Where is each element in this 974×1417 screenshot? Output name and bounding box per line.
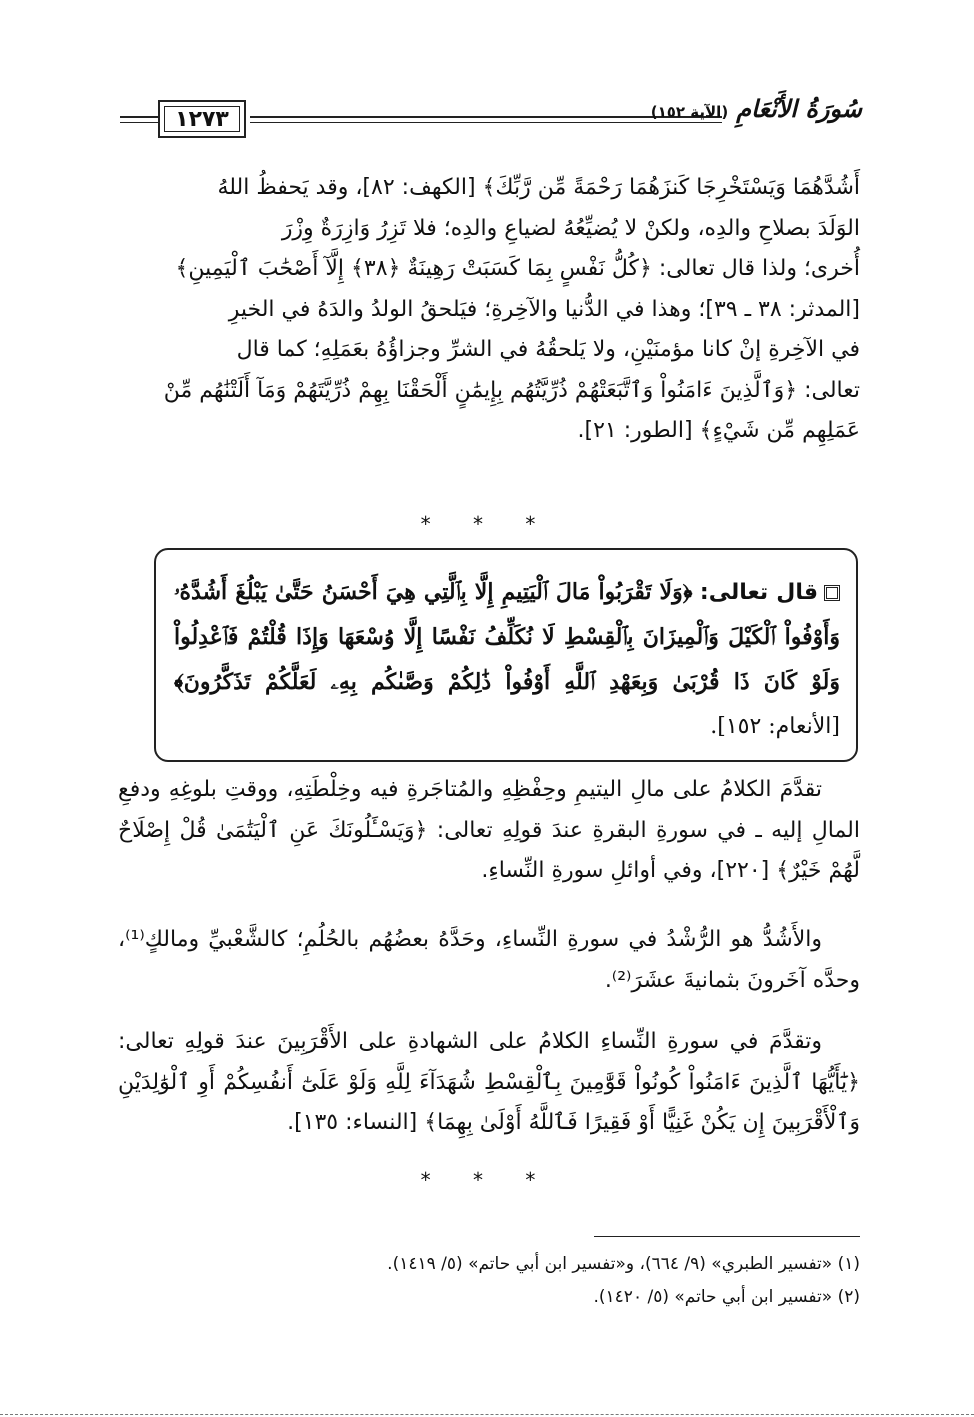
paragraph-3: والأَشُدُّ هو الرُّشْدُ في سورةِ النِّساءِ، وحَدَّهُ بعضُهُم بالحُلُمِ؛ كالشَّعْبيِّ ومالكٍ⁽¹⁾، وحدَّه آخَرونَ بثمانيةَ عشَرَ⁽²⁾. [118, 927, 860, 993]
surah-title: سُورَةُ الأَنْعَامِ [736, 94, 862, 123]
paragraph-2: تقدَّمَ الكلامُ على مالِ اليتيمِ وحِفْظِهِ والمُتاجَرةِ فيه وخِلْطَتِهِ، ووقتِ بلوغِهِ ودفعِ المالِ إليه ـ في سورةِ البقرةِ عندَ قولِهِ تعالى: ﴿وَيَسْـَٔلُونَكَ عَنِ ٱلْيَتَٰمَىٰ قُلْ إِصْلَاحٌ لَّهُمْ خَيْرٌ﴾ [٢٢٠]، وفي أوائلِ سورةِ النِّساءِ. [118, 777, 860, 883]
scan-edge [0, 1414, 974, 1415]
verse-text-block [174, 570, 840, 749]
text-line: في الآخِرةِ إنْ كانا مؤمنَيْنِ، ولا يَلحقُهُ في الشرِّ وجزاؤُهُ بعَمَلِهِ؛ كما قال [236, 337, 860, 362]
paragraph-4: وتقدَّمَ في سورةِ النِّساءِ الكلامُ على الشهادةِ على الأَقْرَبِينَ عندَ قولِهِ تعالى: ﴿يَٰٓأَيُّهَا ٱلَّذِينَ ءَامَنُواْ كُونُواْ قَوَّٰمِينَ بِٱلْقِسْطِ شُهَدَآءَ لِلَّهِ وَلَوْ عَلَىٰٓ أَنفُسِكُمْ أَوِ ٱلْوَٰلِدَيْنِ وَٱلْأَقْرَبِينَ إِن يَكُنْ غَنِيًّا أَوْ فَقِيرًا فَٱللَّهُ أَوْلَىٰ بِهِمَا﴾ [النساء: ١٣٥]. [118, 1029, 860, 1135]
page-header [120, 92, 862, 146]
header-rule-left [120, 116, 158, 118]
text-line: [المدثر: ٣٨ ـ ٣٩]؛ وهذا في الدُّنيا والآخِرةِ؛ فيَلحقُ الولدُ والدَهُ في الخيرِ [228, 296, 860, 322]
text-line: أَشُدَّهُمَا وَيَسْتَخْرِجَا كَنزَهُمَا رَحْمَةً مِّن رَّبِّكَ﴾ [الكهف: ٨٢]، وقد يَحفظُ اللهُ [217, 175, 860, 200]
text-line: الوَلَدَ بصلاحِ والدِه، ولكنْ لا يُضيِّعُهُ لضياعِ والدِه؛ فلا تَزِرُ وَازِرَةٌ وِزْرَ [281, 215, 860, 241]
footnote-rule [594, 1236, 860, 1237]
verse-quote: ﴿وَلَا تَقْرَبُواْ مَالَ ٱلْيَتِيمِ إِلَّا بِٱلَّتِي هِيَ أَحْسَنُ حَتَّىٰ يَبْلُغَ أَشُدَّهُۥ وَأَوْفُواْ ٱلْكَيْلَ وَٱلْمِيزَانَ بِٱلْقِسْطِ لَا نُكَلِّفُ نَفْسًا إِلَّا وُسْعَهَا وَإِذَا قُلْتُمْ فَٱعْدِلُواْ وَلَوْ كَانَ ذَا قُرْبَىٰ وَبِعَهْدِ ٱللَّهِ أَوْفُواْ ذَٰلِكُمْ وَصَّىٰكُم بِهِۦ لَعَلَّكُمْ تَذَكَّرُونَ﴾ [174, 579, 840, 695]
page-number-box [158, 100, 246, 138]
footnote-1: (١) «تفسير الطبري» (٩/ ٦٦٤)، و«تفسير ابن أبي حاتم» (٥/ ١٤١٩). [387, 1254, 860, 1274]
verse-lead: قال تعالى: [699, 580, 818, 605]
text-line: أُخرى؛ ولذا قال تعالى: ﴿كُلُّ نَفْسٍ بِمَا كَسَبَتْ رَهِينَةٌ ﴿٣٨﴾ إِلَّآ أَصْحَٰبَ ٱلْيَمِينِ﴾ [175, 256, 860, 281]
ayah-label: (الآية ١٥٢) [650, 103, 729, 121]
text-line: عَمَلِهِم مِّن شَيْءٍ﴾ [الطور: ٢١]. [577, 418, 860, 443]
footnotes [118, 1248, 860, 1314]
footnote-2: (٢) «تفسير ابن أبي حاتم» (٥/ ١٤٢٠). [593, 1287, 860, 1307]
header-title [651, 94, 862, 123]
verse-marker-icon [824, 585, 840, 601]
section-separator: * * * [420, 512, 554, 536]
page-number: ١٢٧٣ [175, 106, 229, 132]
verse-reference: [الأنعام: ١٥٢]. [710, 714, 840, 739]
paragraph-1 [118, 168, 860, 452]
header-rule-left-thin [120, 122, 158, 123]
section-separator-2: * * * [420, 1168, 554, 1192]
text-line: تعالى: ﴿وَٱلَّذِينَ ءَامَنُواْ وَٱتَّبَعَتْهُمْ ذُرِّيَّتُهُم بِإِيمَٰنٍ أَلْحَقْنَا بِهِمْ ذُرِّيَّتَهُمْ وَمَآ أَلَتْنَٰهُم مِّنْ [163, 377, 860, 403]
verse-frame [154, 548, 858, 762]
